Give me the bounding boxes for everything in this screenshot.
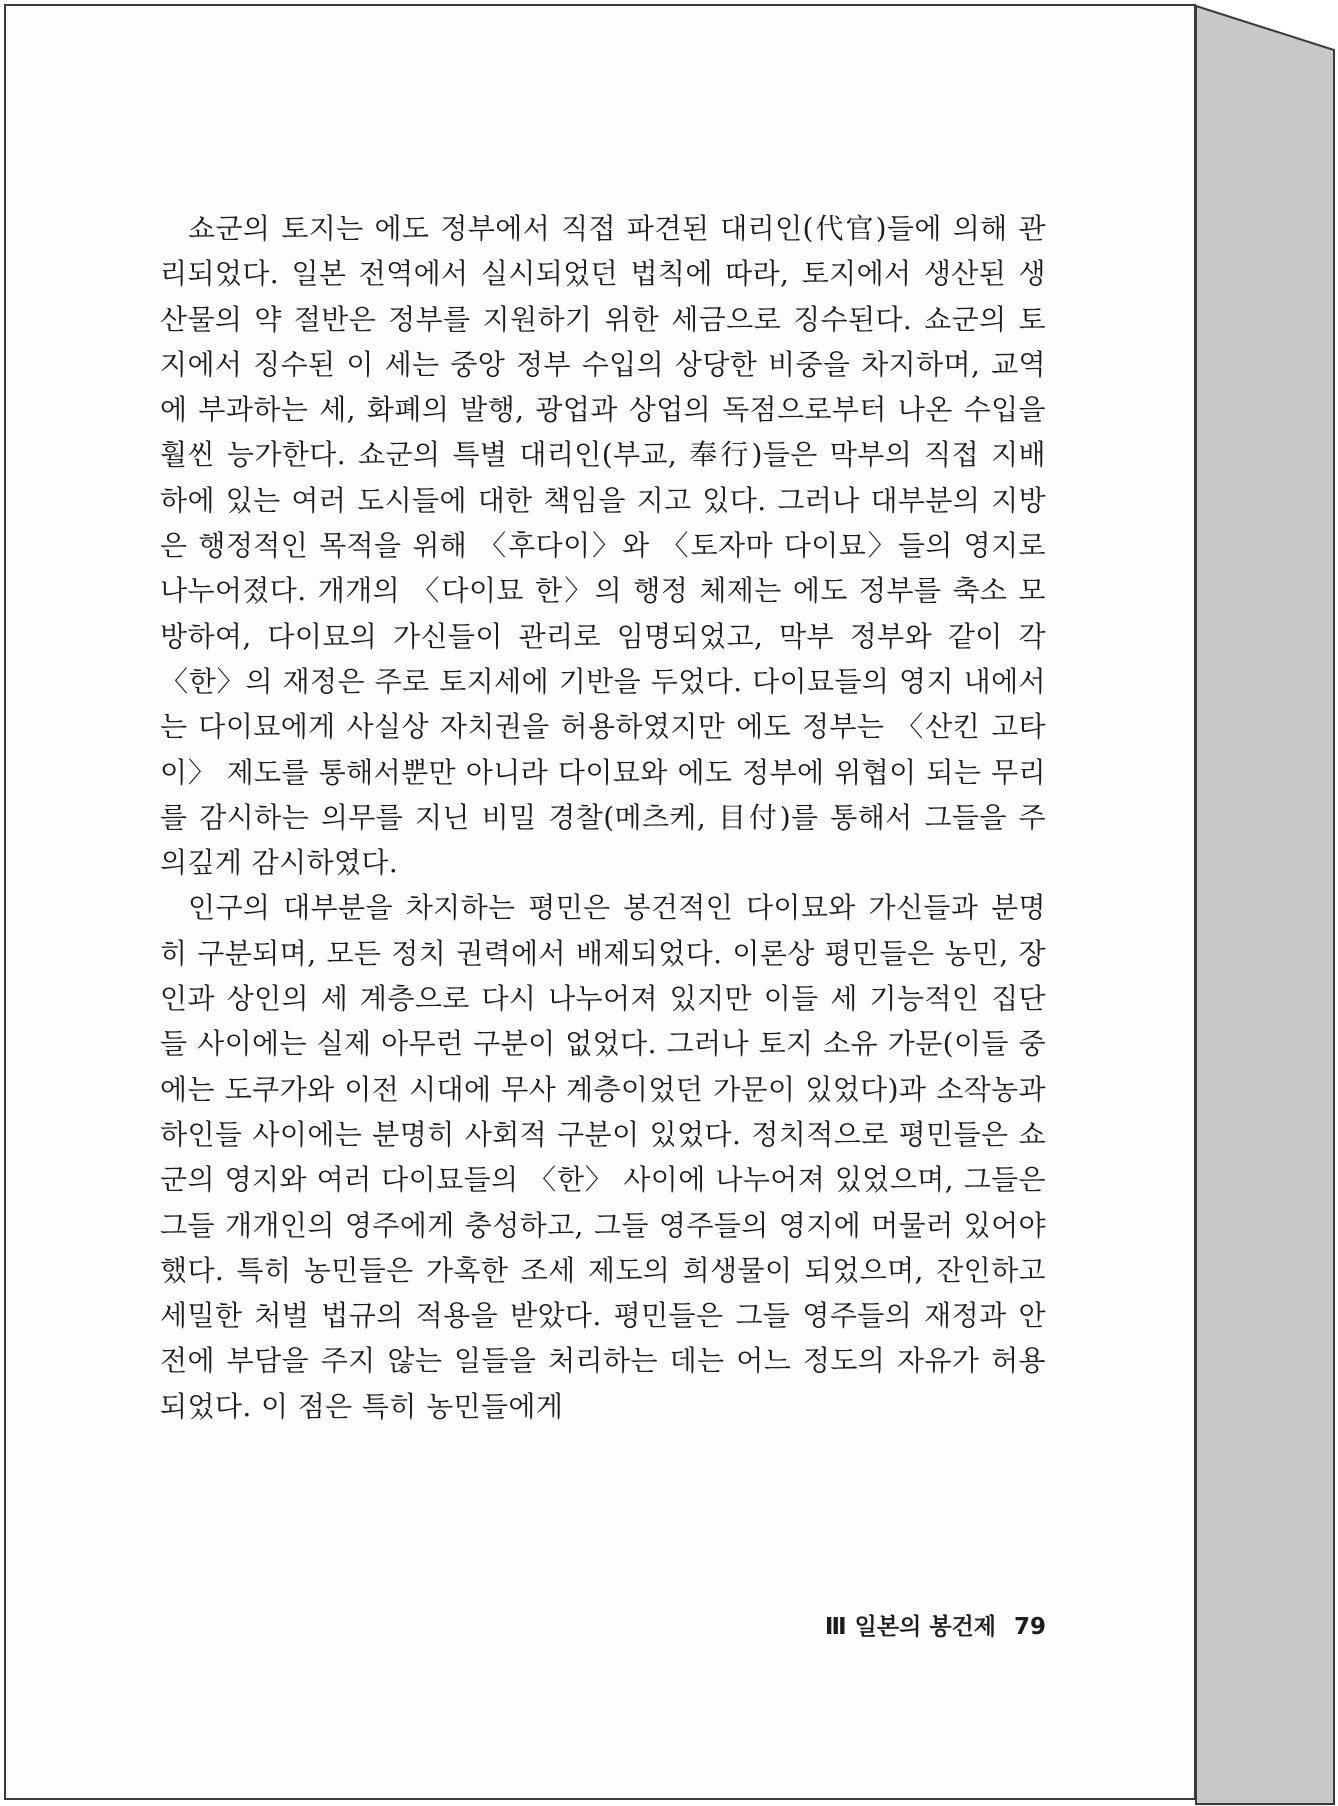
chapter-title: Ⅲ 일본의 봉건제	[824, 1614, 996, 1640]
paragraph: 쇼군의 토지는 에도 정부에서 직접 파견된 대리인(代官)들에 의해 관리되었다. 일본 전역에서 실시되었던 법칙에 따라, 토지에서 생산된 생산물의 약 절반은 정부를 지원하기 위한 세금으로 징수된다. 쇼군의 토지에서 징수된 이 세는 중앙 정부 수입의 상당한 비중을 차지하며, 교역에 부과하는 세, 화폐의 발행, 광업과 상업의 독점으로부터 나온 수입을 훨씬 능가한다. 쇼군의 특별 대리인(부교, 奉行)들은 막부의 직접 지배하에 있는 여러 도시들에 대한 책임을 지고 있다. 그러나 대부분의 지방은 행정적인 목적을 위해 〈후다이〉와 〈토자마 다이묘〉들의 영지로 나누어졌다. 개개의 〈다이묘 한〉의 행정 체제는 에도 정부를 축소 모방하여, 다이묘의 가신들이 관리로 임명되었고, 막부 정부와 같이 각 〈한〉의 재정은 주로 토지세에 기반을 두었다. 다이묘들의 영지 내에서는 다이묘에게 사실상 자치권을 허용하였지만 에도 정부는 〈산킨 고타이〉 제도를 통해서뿐만 아니라 다이묘와 에도 정부에 위협이 되는 무리를 감시하는 의무를 지닌 비밀 경찰(메츠케, 目付)를 통해서 그들을 주의깊게 감시하였다.	[160, 212, 1046, 880]
page-footer	[806, 1608, 1046, 1641]
page-number: 79	[1013, 1614, 1046, 1640]
paragraph: 인구의 대부분을 차지하는 평민은 봉건적인 다이묘와 가신들과 분명히 구분되며, 모든 정치 권력에서 배제되었다. 이론상 평민들은 농민, 장인과 상인의 세 계층으로 다시 나누어져 있지만 이들 세 기능적인 집단들 사이에는 실제 아무런 구분이 없었다. 그러나 토지 소유 가문(이들 중에는 도쿠가와 이전 시대에 무사 계층이었던 가문이 있었다)과 소작농과 하인들 사이에는 분명히 사회적 구분이 있었다. 정치적으로 평민들은 쇼군의 영지와 여러 다이묘들의 〈한〉 사이에 나누어져 있었으며, 그들은 그들 개개인의 영주에게 충성하고, 그들 영주들의 영지에 머물러 있어야 했다. 특히 농민들은 가혹한 조세 제도의 희생물이 되었으며, 잔인하고 세밀한 처벌 법규의 적용을 받았다. 평민들은 그들 영주들의 재정과 안전에 부담을 주지 않는 일들을 처리하는 데는 어느 정도의 자유가 허용되었다. 이 점은 특히 농민들에게	[160, 891, 1046, 1423]
body-text	[160, 206, 1046, 1429]
